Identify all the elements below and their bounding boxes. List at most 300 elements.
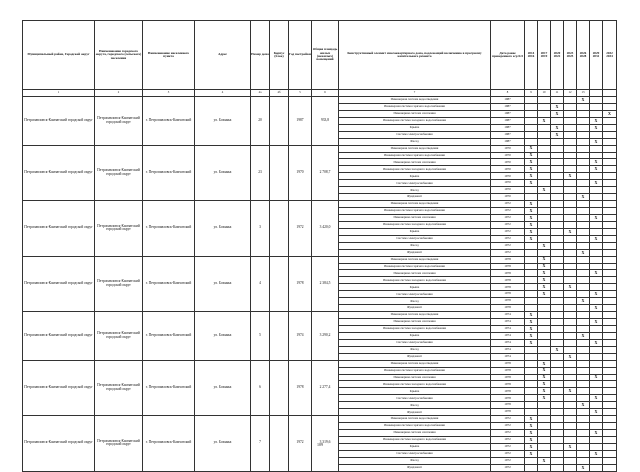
period-mark-cell (525, 457, 538, 464)
period-mark-cell (603, 235, 617, 242)
last-repair-cell: 1972 (491, 235, 525, 242)
period-mark-cell (525, 277, 538, 284)
element-cell: Крыша (339, 228, 491, 235)
element-cell: Инженерная система водоотведения (339, 312, 491, 319)
locality-cell: г. Петропавловск-Камчатский (143, 201, 195, 257)
period-mark-cell (603, 388, 617, 395)
last-repair-cell: 1974 (491, 325, 525, 332)
col-number: 11 (551, 90, 564, 97)
period-mark-cell (564, 430, 577, 437)
period-mark-cell: X (564, 173, 577, 180)
period-mark-cell (551, 416, 564, 423)
element-cell: Инженерная система горячего водоснабжения (339, 423, 491, 430)
header-settlement: Наименование городского округа, городского (сельского) поселения (95, 21, 143, 90)
period-mark-cell: X (525, 145, 538, 152)
period-mark-cell (590, 353, 603, 360)
period-mark-cell (564, 374, 577, 381)
period-mark-cell (551, 332, 564, 339)
period-mark-cell (551, 263, 564, 270)
period-mark-cell (603, 284, 617, 291)
period-mark-cell: X (538, 117, 551, 124)
period-mark-cell (603, 201, 617, 208)
period-mark-cell (577, 145, 590, 152)
address-cell: ул. Бохняка (195, 201, 251, 257)
header-district: Муниципальный район, Городской округ (23, 21, 95, 90)
period-mark-cell (538, 416, 551, 423)
period-mark-cell (564, 339, 577, 346)
period-mark-cell (551, 388, 564, 395)
period-mark-cell (603, 173, 617, 180)
address-cell: ул. Бохняка (195, 416, 251, 472)
period-mark-cell (564, 305, 577, 312)
last-repair-cell: 1970 (491, 159, 525, 166)
period-mark-cell (564, 97, 577, 104)
period-mark-cell (590, 381, 603, 388)
period-mark-cell (590, 145, 603, 152)
period-mark-cell (590, 187, 603, 194)
header-house: Номер дома (251, 21, 270, 90)
last-repair-cell: 1972 (491, 228, 525, 235)
period-mark-cell: X (538, 284, 551, 291)
period-mark-cell (551, 381, 564, 388)
district-cell: Петропавловск-Камчатский городской округ (23, 360, 95, 416)
last-repair-cell: 1978 (491, 388, 525, 395)
period-mark-cell (564, 110, 577, 117)
period-mark-cell (603, 166, 617, 173)
period-mark-cell (538, 159, 551, 166)
area-cell: 2 384,5 (312, 256, 339, 312)
element-cell: Инженерная система водоотведения (339, 256, 491, 263)
element-cell: Система электроснабжения (339, 450, 491, 457)
period-mark-cell (577, 131, 590, 138)
period-mark-cell: X (577, 464, 590, 471)
period-mark-cell (564, 312, 577, 319)
period-mark-cell: X (525, 180, 538, 187)
element-cell: Крыша (339, 124, 491, 131)
last-repair-cell: 1972 (491, 249, 525, 256)
period-mark-cell (538, 145, 551, 152)
last-repair-cell: 1978 (491, 409, 525, 416)
period-mark-cell: X (590, 117, 603, 124)
corpus-cell (270, 312, 289, 361)
period-mark-cell: X (590, 214, 603, 221)
period-mark-cell (525, 305, 538, 312)
district-cell: Петропавловск-Камчатский городской округ (23, 97, 95, 146)
area-cell: 933,8 (312, 97, 339, 146)
period-mark-cell (603, 242, 617, 249)
header-period-6: 2029 2031 (590, 21, 603, 90)
period-mark-cell (538, 194, 551, 201)
last-repair-cell: 1972 (491, 201, 525, 208)
period-mark-cell (590, 464, 603, 471)
period-mark-cell (551, 214, 564, 221)
last-repair-cell: 1972 (491, 443, 525, 450)
district-cell: Петропавловск-Камчатский городской округ (23, 256, 95, 312)
period-mark-cell (590, 263, 603, 270)
period-mark-cell (551, 450, 564, 457)
period-mark-cell (590, 332, 603, 339)
period-mark-cell (525, 110, 538, 117)
period-mark-cell (564, 166, 577, 173)
col-number: 10 (538, 90, 551, 97)
house-cell: 4 (251, 256, 270, 312)
header-period-5: 2026 2028 (577, 21, 590, 90)
period-mark-cell (603, 360, 617, 367)
period-mark-cell (590, 201, 603, 208)
period-mark-cell (603, 367, 617, 374)
period-mark-cell (603, 291, 617, 298)
period-mark-cell (577, 381, 590, 388)
period-mark-cell (538, 138, 551, 145)
period-mark-cell (551, 305, 564, 312)
period-mark-cell: X (538, 263, 551, 270)
period-mark-cell (538, 409, 551, 416)
last-repair-cell: 1972 (491, 436, 525, 443)
period-mark-cell: X (590, 305, 603, 312)
header-corpus: Корпус (блок) (270, 21, 289, 90)
period-mark-cell (577, 291, 590, 298)
last-repair-cell: 1978 (491, 367, 525, 374)
settlement-cell: Петропавловск-Камчатский городской округ (95, 97, 143, 146)
period-mark-cell: X (551, 346, 564, 353)
period-mark-cell (603, 305, 617, 312)
table-row (23, 256, 617, 263)
last-repair-cell: 1978 (491, 291, 525, 298)
corpus-cell (270, 256, 289, 312)
locality-cell: г. Петропавловск-Камчатский (143, 97, 195, 146)
element-cell: Система электроснабжения (339, 291, 491, 298)
period-mark-cell (551, 409, 564, 416)
last-repair-cell: 1972 (491, 221, 525, 228)
element-cell: Инженерная система горячего водоснабжения (339, 263, 491, 270)
element-cell: Система электроснабжения (339, 395, 491, 402)
period-mark-cell (603, 325, 617, 332)
period-mark-cell (564, 457, 577, 464)
period-mark-cell (603, 124, 617, 131)
period-mark-cell (577, 457, 590, 464)
last-repair-cell: 1987 (491, 138, 525, 145)
period-mark-cell (590, 103, 603, 110)
period-mark-cell (577, 423, 590, 430)
period-mark-cell (564, 187, 577, 194)
last-repair-cell: 1972 (491, 423, 525, 430)
address-cell: ул. Бохняка (195, 312, 251, 361)
period-mark-cell: X (538, 457, 551, 464)
period-mark-cell: X (525, 416, 538, 423)
period-mark-cell: X (538, 256, 551, 263)
last-repair-cell: 1987 (491, 103, 525, 110)
col-number: 12 (564, 90, 577, 97)
last-repair-cell: 1974 (491, 319, 525, 326)
period-mark-cell: X (577, 332, 590, 339)
period-mark-cell (538, 131, 551, 138)
element-cell: Крыша (339, 284, 491, 291)
period-mark-cell (525, 409, 538, 416)
period-mark-cell (577, 395, 590, 402)
period-mark-cell (577, 242, 590, 249)
element-cell: Фасад (339, 138, 491, 145)
period-mark-cell (603, 277, 617, 284)
last-repair-cell: 1972 (491, 214, 525, 221)
period-mark-cell (577, 201, 590, 208)
period-mark-cell (603, 381, 617, 388)
period-mark-cell (590, 256, 603, 263)
period-mark-cell (551, 430, 564, 437)
period-mark-cell: X (551, 110, 564, 117)
period-mark-cell (525, 117, 538, 124)
period-mark-cell: X (525, 430, 538, 437)
last-repair-cell: 1987 (491, 124, 525, 131)
period-mark-cell (577, 416, 590, 423)
period-mark-cell (603, 319, 617, 326)
period-mark-cell (538, 346, 551, 353)
period-mark-cell (551, 319, 564, 326)
period-mark-cell (577, 256, 590, 263)
element-cell: Инженерная система холодного водоснабжения (339, 221, 491, 228)
period-mark-cell (577, 166, 590, 173)
area-cell: 3 290,2 (312, 312, 339, 361)
col-number: 4а (251, 90, 270, 97)
period-mark-cell (538, 235, 551, 242)
period-mark-cell: X (525, 173, 538, 180)
period-mark-cell (577, 159, 590, 166)
period-mark-cell (564, 409, 577, 416)
period-mark-cell (551, 423, 564, 430)
period-mark-cell (564, 145, 577, 152)
period-mark-cell (564, 450, 577, 457)
period-mark-cell (577, 450, 590, 457)
table-body (23, 97, 617, 472)
element-cell: Фундамент (339, 464, 491, 471)
house-cell: 20 (251, 97, 270, 146)
col-number: 6 (312, 90, 339, 97)
year-cell: 1972 (289, 416, 312, 472)
period-mark-cell (525, 256, 538, 263)
last-repair-cell: 1978 (491, 402, 525, 409)
area-cell: 2 708,7 (312, 145, 339, 201)
period-mark-cell (551, 201, 564, 208)
period-mark-cell (551, 138, 564, 145)
period-mark-cell: X (525, 339, 538, 346)
period-mark-cell (603, 457, 617, 464)
period-mark-cell (590, 242, 603, 249)
period-mark-cell (551, 457, 564, 464)
period-mark-cell (538, 214, 551, 221)
period-mark-cell (577, 208, 590, 215)
period-mark-cell (551, 360, 564, 367)
period-mark-cell (551, 339, 564, 346)
period-mark-cell: X (564, 284, 577, 291)
period-mark-cell (577, 138, 590, 145)
period-mark-cell: X (538, 395, 551, 402)
period-mark-cell (590, 228, 603, 235)
period-mark-cell (551, 152, 564, 159)
period-mark-cell (564, 214, 577, 221)
period-mark-cell (603, 402, 617, 409)
last-repair-cell: 1970 (491, 152, 525, 159)
period-mark-cell (564, 256, 577, 263)
element-cell: Инженерная система холодного водоснабжения (339, 436, 491, 443)
period-mark-cell (564, 416, 577, 423)
period-mark-cell (577, 270, 590, 277)
period-mark-cell: X (538, 277, 551, 284)
period-mark-cell (577, 173, 590, 180)
period-mark-cell (590, 360, 603, 367)
period-mark-cell: X (603, 110, 617, 117)
last-repair-cell: 1974 (491, 346, 525, 353)
locality-cell: г. Петропавловск-Камчатский (143, 256, 195, 312)
last-repair-cell: 1978 (491, 284, 525, 291)
period-mark-cell (577, 221, 590, 228)
element-cell: Система электроснабжения (339, 131, 491, 138)
area-cell: 3 420,0 (312, 201, 339, 257)
locality-cell: г. Петропавловск-Камчатский (143, 416, 195, 472)
last-repair-cell: 1970 (491, 180, 525, 187)
element-cell: Инженерная система холодного водоснабжения (339, 166, 491, 173)
period-mark-cell (538, 173, 551, 180)
period-mark-cell (525, 263, 538, 270)
period-mark-cell (603, 152, 617, 159)
period-mark-cell (590, 346, 603, 353)
period-mark-cell: X (577, 298, 590, 305)
period-mark-cell: X (590, 291, 603, 298)
period-mark-cell (603, 145, 617, 152)
period-mark-cell (577, 110, 590, 117)
period-mark-cell (590, 284, 603, 291)
header-address: Адрес (195, 21, 251, 90)
locality-cell: г. Петропавловск-Камчатский (143, 360, 195, 416)
period-mark-cell (603, 180, 617, 187)
period-mark-cell (577, 367, 590, 374)
period-mark-cell: X (590, 450, 603, 457)
last-repair-cell: 1987 (491, 97, 525, 104)
period-mark-cell (564, 464, 577, 471)
period-mark-cell (577, 388, 590, 395)
element-cell: Инженерная система горячего водоснабжения (339, 103, 491, 110)
corpus-cell (270, 360, 289, 416)
corpus-cell (270, 97, 289, 146)
period-mark-cell (603, 256, 617, 263)
period-mark-cell (564, 423, 577, 430)
period-mark-cell (538, 305, 551, 312)
period-mark-cell (603, 159, 617, 166)
period-mark-cell: X (525, 235, 538, 242)
last-repair-cell: 1978 (491, 298, 525, 305)
period-mark-cell: X (590, 339, 603, 346)
period-mark-cell (590, 249, 603, 256)
period-mark-cell (551, 256, 564, 263)
period-mark-cell: X (525, 423, 538, 430)
period-mark-cell (525, 124, 538, 131)
period-mark-cell (551, 353, 564, 360)
period-mark-cell (577, 187, 590, 194)
header-year: Год постройки (289, 21, 312, 90)
period-mark-cell (525, 388, 538, 395)
period-mark-cell (564, 263, 577, 270)
last-repair-cell: 1978 (491, 277, 525, 284)
element-cell: Фундамент (339, 194, 491, 201)
period-mark-cell: X (538, 270, 551, 277)
element-cell: Инженерная система отопления (339, 159, 491, 166)
period-mark-cell (564, 319, 577, 326)
period-mark-cell (551, 180, 564, 187)
last-repair-cell: 1972 (491, 416, 525, 423)
period-mark-cell (525, 249, 538, 256)
period-mark-cell (577, 228, 590, 235)
period-mark-cell (551, 298, 564, 305)
period-mark-cell (538, 312, 551, 319)
settlement-cell: Петропавловск-Камчатский городской округ (95, 360, 143, 416)
period-mark-cell (551, 325, 564, 332)
period-mark-cell (525, 242, 538, 249)
period-mark-cell (551, 270, 564, 277)
table-row (23, 312, 617, 319)
header-last-repair: Дата ранее проведенного к/р КЭ (491, 21, 525, 90)
period-mark-cell (551, 249, 564, 256)
period-mark-cell (577, 312, 590, 319)
period-mark-cell (538, 201, 551, 208)
corpus-cell (270, 201, 289, 257)
locality-cell: г. Петропавловск-Камчатский (143, 312, 195, 361)
col-number (590, 90, 603, 97)
period-mark-cell (603, 214, 617, 221)
last-repair-cell: 1970 (491, 194, 525, 201)
period-mark-cell (564, 152, 577, 159)
period-mark-cell (564, 332, 577, 339)
period-mark-cell (603, 103, 617, 110)
element-cell: Система электроснабжения (339, 235, 491, 242)
last-repair-cell: 1972 (491, 242, 525, 249)
element-cell: Крыша (339, 173, 491, 180)
header-element: Конструктивный элемент многоквартирного дома, подлежащий включению в программу капитального ремонта (339, 21, 491, 90)
last-repair-cell: 1970 (491, 166, 525, 173)
period-mark-cell (564, 159, 577, 166)
period-mark-cell (551, 235, 564, 242)
element-cell: Инженерная система холодного водоснабжения (339, 325, 491, 332)
period-mark-cell (603, 395, 617, 402)
table-row (23, 416, 617, 423)
period-mark-cell: X (538, 374, 551, 381)
period-mark-cell (564, 180, 577, 187)
period-mark-cell: X (590, 180, 603, 187)
period-mark-cell (551, 117, 564, 124)
period-mark-cell (538, 339, 551, 346)
period-mark-cell: X (577, 402, 590, 409)
period-mark-cell (577, 124, 590, 131)
period-mark-cell (538, 353, 551, 360)
period-mark-cell (538, 423, 551, 430)
period-mark-cell: X (551, 131, 564, 138)
period-mark-cell (538, 97, 551, 104)
settlement-cell: Петропавловск-Камчатский городской округ (95, 256, 143, 312)
period-mark-cell: X (525, 159, 538, 166)
period-mark-cell (551, 284, 564, 291)
element-cell: Инженерная система холодного водоснабжения (339, 117, 491, 124)
period-mark-cell (525, 464, 538, 471)
period-mark-cell (564, 221, 577, 228)
period-mark-cell (603, 208, 617, 215)
district-cell: Петропавловск-Камчатский городской округ (23, 145, 95, 201)
address-cell: ул. Бохняка (195, 256, 251, 312)
header-period-4: 2023 2025 (564, 21, 577, 90)
year-cell: 1978 (289, 256, 312, 312)
period-mark-cell (564, 360, 577, 367)
period-mark-cell (525, 381, 538, 388)
period-mark-cell (564, 235, 577, 242)
period-mark-cell (551, 194, 564, 201)
house-cell: 6 (251, 360, 270, 416)
period-mark-cell (538, 208, 551, 215)
